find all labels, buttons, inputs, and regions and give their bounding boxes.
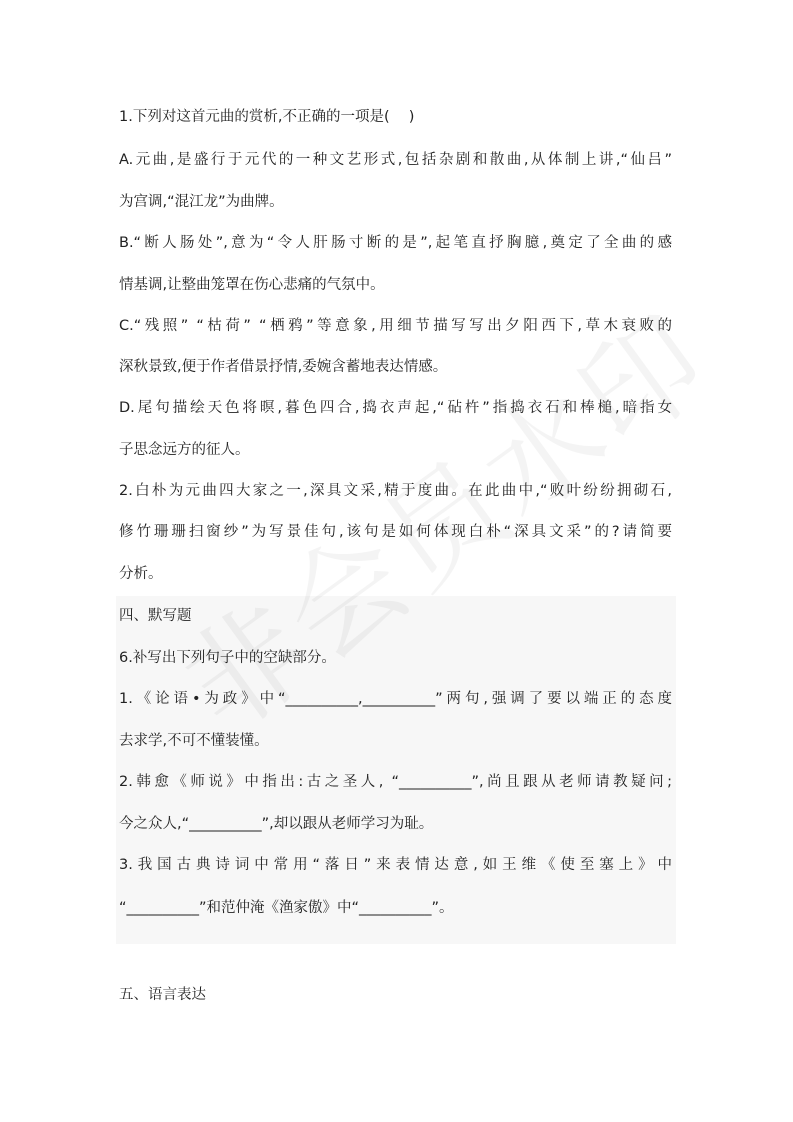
fill-2-cont: 今之众人,“__________”,却以跟从老师学习为耻。	[119, 816, 434, 832]
fill-3-cont: “__________”和范仲淹《渔家傲》中“__________”。	[119, 900, 454, 916]
question-6: 6.补写出下列句子中的空缺部分。	[119, 650, 336, 666]
option-a: A.元曲,是盛行于元代的一种文艺形式,包括杂剧和散曲,从体制上讲,“仙吕”	[119, 152, 672, 168]
question-2-end: 分析。	[119, 566, 163, 582]
option-a-cont: 为宫调,“混江龙”为曲牌。	[119, 194, 284, 210]
option-b: B.“断人肠处”,意为“令人肝肠寸断的是”,起笔直抒胸臆,奠定了全曲的感	[119, 235, 672, 251]
question-2: 2.白朴为元曲四大家之一,深具文采,精于度曲。在此曲中,“败叶纷纷拥砌石,	[119, 483, 672, 499]
section-4-heading: 四、默写题	[119, 608, 192, 624]
option-d: D.尾句描绘天色将暝,暮色四合,捣衣声起,“砧杵”指捣衣石和棒槌,暗指女	[119, 400, 672, 416]
fill-3: 3.我国古典诗词中常用“落日”来表情达意,如王维《使至塞上》中	[119, 857, 672, 873]
fill-1-cont: 去求学,不可不懂装懂。	[119, 733, 269, 749]
question-1: 1.下列对这首元曲的赏析,不正确的一项是( )	[119, 109, 415, 125]
question-2-cont: 修竹珊珊扫窗纱”为写景佳句,该句是如何体现白朴“深具文采”的?请简要	[119, 524, 672, 540]
section-5-heading: 五、语言表达	[119, 987, 206, 1003]
option-c-cont: 深秋景致,便于作者借景抒情,委婉含蓄地表达情感。	[119, 359, 448, 375]
fill-1: 1.《论语•为政》中“__________,__________”两句,强调了要以端正的态度	[119, 691, 672, 707]
option-b-cont: 情基调,让整曲笼罩在伤心悲痛的气氛中。	[119, 277, 385, 293]
option-c: C.“残照” “枯荷” “栖鸦”等意象,用细节描写写出夕阳西下,草木衰败的	[119, 318, 672, 334]
option-d-cont: 子思念远方的征人。	[119, 442, 250, 458]
fill-2: 2.韩愈《师说》中指出:古之圣人, “__________”,尚且跟从老师请教疑问;	[119, 774, 672, 790]
